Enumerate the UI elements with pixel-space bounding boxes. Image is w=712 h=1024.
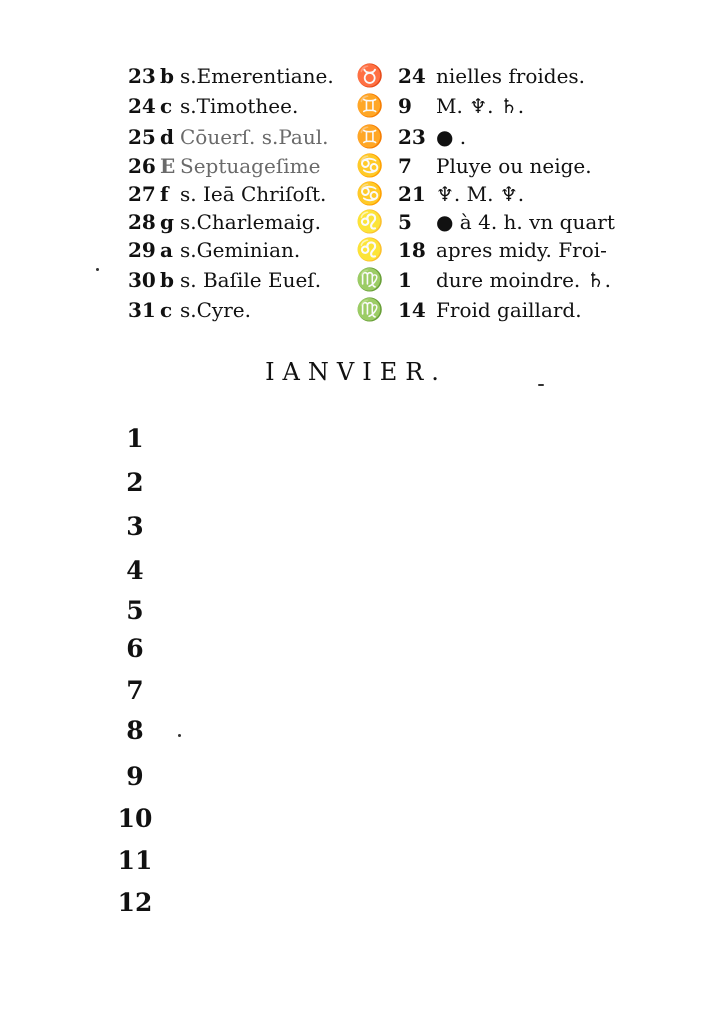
row-saint: Septuageſime — [180, 154, 321, 178]
calendar-row — [0, 92, 712, 120]
row-moon-age: 7 — [398, 154, 412, 178]
day-number: 11 — [117, 846, 153, 875]
row-note: ♆. M. ♆. — [436, 182, 525, 206]
row-saint: s.Timothee. — [180, 94, 299, 118]
row-dominical-letter: c — [160, 298, 173, 322]
ink-speck — [96, 268, 99, 271]
row-saint: s.Charlemaig. — [180, 210, 321, 234]
row-moon-age: 23 — [398, 125, 426, 149]
row-saint: s. Baſile Eueſ. — [180, 268, 322, 292]
cancer-icon: ♋ — [356, 181, 384, 207]
day-number: 4 — [126, 556, 144, 585]
calendar-row — [0, 236, 712, 264]
row-moon-age: 5 — [398, 210, 412, 234]
row-note: Froid gaillard. — [436, 298, 582, 322]
row-note: dure moindre. ♄. — [436, 268, 611, 292]
row-note: ● à 4. h. vn quart — [436, 210, 615, 234]
cancer-icon: ♋ — [356, 153, 384, 179]
row-note: ● . — [436, 125, 467, 149]
row-note: M. ♆. ♄. — [436, 94, 525, 118]
virgo-icon: ♍ — [356, 267, 384, 293]
calendar-row — [0, 208, 712, 236]
row-dominical-letter: g — [160, 210, 174, 234]
row-day: 31 — [128, 298, 156, 322]
row-day: 24 — [128, 94, 156, 118]
calendar-row — [0, 152, 712, 180]
leo-icon: ♌ — [356, 237, 384, 263]
day-number: 3 — [126, 512, 144, 541]
row-dominical-letter: c — [160, 94, 173, 118]
calendar-row — [0, 180, 712, 208]
row-dominical-letter: b — [160, 64, 174, 88]
row-day: 28 — [128, 210, 156, 234]
day-number: 2 — [126, 468, 144, 497]
virgo-icon: ♍ — [356, 297, 384, 323]
row-moon-age: 1 — [398, 268, 412, 292]
row-note: Pluye ou neige. — [436, 154, 592, 178]
leo-icon: ♌ — [356, 209, 384, 235]
ink-speck — [178, 734, 181, 737]
row-saint: s. Ieā Chriſoſt. — [180, 182, 327, 206]
gemini-icon: ♊ — [356, 124, 384, 150]
row-dominical-letter: b — [160, 268, 174, 292]
row-dominical-letter: d — [160, 125, 174, 149]
gemini-icon: ♊ — [356, 93, 384, 119]
day-number: 9 — [126, 762, 144, 791]
row-note: nielles froides. — [436, 64, 586, 88]
ink-speck — [538, 384, 544, 386]
row-day: 29 — [128, 238, 156, 262]
taurus-icon: ♉ — [356, 63, 384, 89]
day-number: 5 — [126, 596, 144, 625]
row-day: 25 — [128, 125, 156, 149]
row-saint: Cōuerſ. s.Paul. — [180, 125, 329, 149]
row-note: apres midy. Froi- — [436, 238, 607, 262]
day-number: 7 — [126, 676, 144, 705]
row-saint: s.Emerentiane. — [180, 64, 334, 88]
day-number: 8 — [126, 716, 144, 745]
calendar-row — [0, 123, 712, 151]
row-day: 27 — [128, 182, 156, 206]
day-number: 6 — [126, 634, 144, 663]
month-title: IANVIER. — [265, 358, 447, 386]
row-moon-age: 24 — [398, 64, 426, 88]
row-day: 23 — [128, 64, 156, 88]
calendar-row — [0, 296, 712, 324]
calendar-row — [0, 62, 712, 90]
row-day: 30 — [128, 268, 156, 292]
row-saint: s.Cyre. — [180, 298, 251, 322]
row-dominical-letter: a — [160, 238, 173, 262]
row-moon-age: 18 — [398, 238, 426, 262]
row-moon-age: 9 — [398, 94, 412, 118]
row-moon-age: 14 — [398, 298, 426, 322]
calendar-row — [0, 266, 712, 294]
row-moon-age: 21 — [398, 182, 426, 206]
row-dominical-letter: E — [160, 154, 176, 178]
row-dominical-letter: f — [160, 182, 169, 206]
day-number: 10 — [117, 804, 153, 833]
day-number: 12 — [117, 888, 153, 917]
row-saint: s.Geminian. — [180, 238, 301, 262]
day-number: 1 — [126, 424, 144, 453]
row-day: 26 — [128, 154, 156, 178]
